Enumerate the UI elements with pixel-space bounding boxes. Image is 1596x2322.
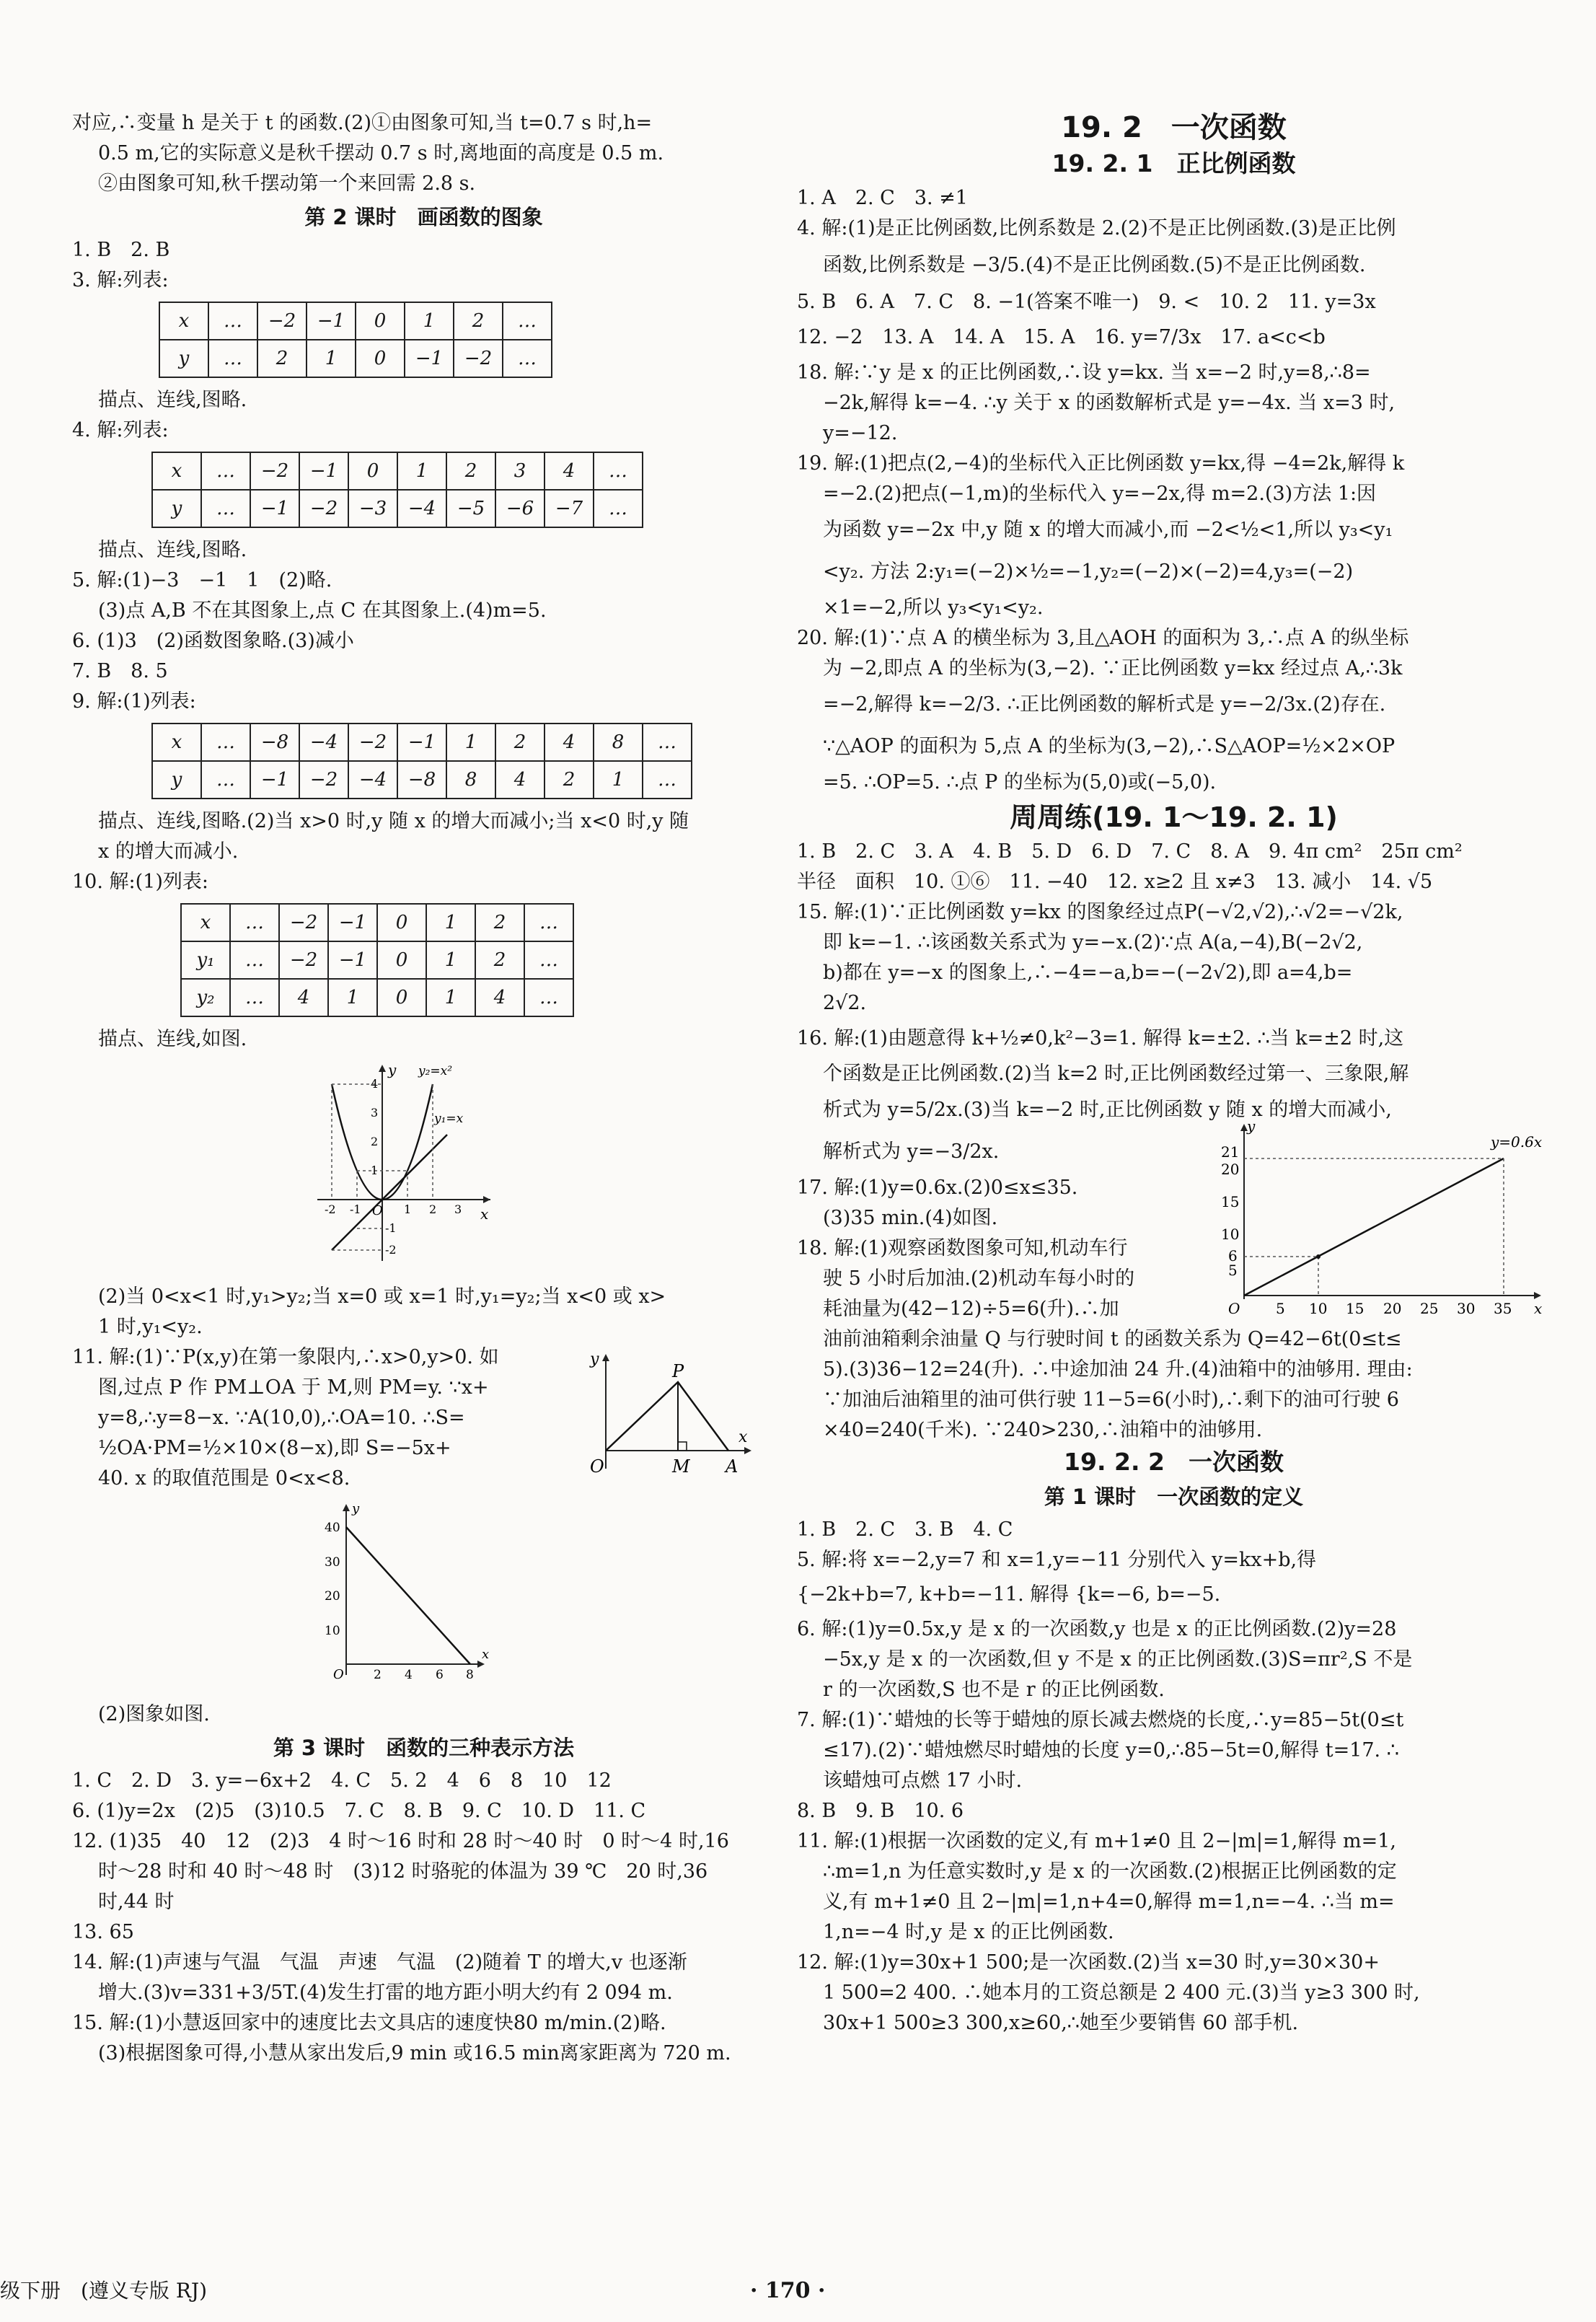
table-cell: … [208, 302, 257, 340]
right-column [797, 108, 1551, 2039]
table-cell: 1 [328, 979, 377, 1016]
curve-label-y1: y₁=x [434, 1112, 464, 1126]
answer-line: 5. 解:将 x=−2,y=7 和 x=1,y=−11 分别代入 y=kx+b,得 [797, 1549, 1317, 1571]
answer-line: =−2.(2)把点(−1,m)的坐标代入 y=−2x,得 m=2.(3)方法 1:因 [823, 483, 1377, 505]
answer-line: 20. 解:(1)∵点 A 的横坐标为 3,且△AOH 的面积为 3,∴点 A 的纵坐标 [797, 627, 1409, 649]
x-tick-labels [325, 1202, 462, 1216]
value-table [180, 903, 574, 1017]
y-label: y [1247, 1117, 1256, 1135]
tick: 2 [429, 1202, 437, 1216]
table-row [181, 941, 573, 979]
table-cell: −4 [397, 490, 446, 527]
answer-line: 30x+1 500≥3 300,x≥60,∴她至少要销售 60 部手机. [823, 2012, 1299, 2034]
text-line: 对应,∴变量 h 是关于 t 的函数.(2)①由图象可知,当 t=0.7 s 时,h= [72, 112, 653, 134]
answer-line: 5. B 6. A 7. C 8. −1(答案不唯一) 9. < 10. 2 11. y=3x [797, 291, 1376, 313]
answer-line: 为函数 y=−2x 中,y 随 x 的增大而减小,而 −2<½<1,所以 y₃<y₁ [823, 519, 1393, 541]
table-cell: 1 [426, 904, 475, 941]
table-cell: 0 [356, 340, 405, 377]
answer-line: 3. 解:列表: [72, 269, 169, 291]
answer-line: 2√2. [823, 992, 867, 1014]
answer-line: −2k,解得 k=−4. ∴y 关于 x 的函数解析式是 y=−4x. 当 x=3 时, [823, 392, 1396, 414]
answer-line: 1. B 2. C 3. B 4. C [797, 1518, 1013, 1541]
answer-line: 1. B 2. B [72, 239, 170, 261]
table-cell: 2 [446, 452, 495, 490]
answer-line: (3)35 min.(4)如图. [823, 1207, 998, 1229]
answer-line: 40. x 的取值范围是 0<x<8. [98, 1467, 350, 1490]
tick: 1 [404, 1202, 412, 1216]
table-cell: −8 [397, 761, 446, 799]
tick: 40 [325, 1521, 340, 1535]
s-line [346, 1527, 470, 1664]
answer-line: 19. 解:(1)把点(2,−4)的坐标代入正比例函数 y=kx,得 −4=2k,解得 k [797, 452, 1405, 475]
table-cell: −2 [250, 452, 299, 490]
table-cell: … [643, 761, 692, 799]
answer-line: 6. 解:(1)y=0.5x,y 是 x 的一次函数,y 也是 x 的正比例函数.(2)y=28 [797, 1618, 1397, 1640]
table-cell: 0 [377, 904, 426, 941]
answer-line: 1 500=2 400. ∴她本月的工资总额是 2 400 元.(3)当 y≥3 300 时, [823, 1982, 1420, 2004]
table-cell: 4 [495, 761, 545, 799]
text-line: ②由图象可知,秋千摆动第一个来回需 2.8 s. [98, 172, 476, 195]
answer-line: 18. 解:(1)观察函数图象可知,机动车行 [797, 1237, 1128, 1259]
table-cell: −2 [279, 941, 328, 979]
answer-line: 个函数是正比例函数.(2)当 k=2 时,正比例函数经过第一、三象限,解 [823, 1063, 1409, 1085]
table-cell: 0 [356, 302, 405, 340]
answer-line: 9. 解:(1)列表: [72, 690, 196, 713]
answer-line: r 的一次函数,S 也不是 r 的正比例函数. [823, 1679, 1165, 1701]
answer-line: 解析式为 y=−3/2x. [823, 1140, 1000, 1163]
answer-line: ≤17).(2)∵蜡烛燃尽时蜡烛的长度 y=0,∴85−5t=0,解得 t=17. ∴ [823, 1739, 1399, 1762]
x-arrow [1534, 1292, 1541, 1299]
table-cell: −1 [307, 302, 356, 340]
y-arrow [343, 1504, 350, 1511]
answer-line: <y₂. 方法 2:y₁=(−2)×½=−1,y₂=(−2)×(−2)=4,y₃=(−2) [823, 560, 1354, 583]
table-cell: … [201, 452, 250, 490]
answer-line: 1,n=−4 时,y 是 x 的正比例函数. [823, 1921, 1114, 1943]
answer-line: 义,有 m+1≠0 且 2−|m|=1,n+4=0,解得 m=1,n=−4. ∴当 m= [823, 1891, 1395, 1913]
subsection-title: 19. 2. 1 正比例函数 [1051, 149, 1296, 177]
table-cell: −2 [299, 761, 348, 799]
subsection-title: 19. 2. 2 一次函数 [1064, 1448, 1284, 1476]
answer-line: 析式为 y=5/2x.(3)当 k=−2 时,正比例函数 y 随 x 的增大而减小, [823, 1099, 1392, 1121]
table-cell: … [201, 724, 250, 761]
x-tick-labels [1276, 1300, 1512, 1317]
x-arrow [744, 1447, 751, 1454]
table-cell: … [230, 904, 279, 941]
table-cell: … [201, 761, 250, 799]
table-cell: 1 [594, 761, 643, 799]
table-cell: y₂ [181, 979, 230, 1016]
answer-line: 油前油箱剩余油量 Q 与行驶时间 t 的函数关系为 Q=42−6t(0≤t≤ [823, 1328, 1402, 1350]
answer-line: ½OA·PM=½×10×(8−x),即 S=−5x+ [98, 1437, 451, 1459]
answer-line: 描点、连线,图略.(2)当 x>0 时,y 随 x 的增大而减小;当 x<0 时,y 随 [98, 810, 689, 832]
answer-line: 10. 解:(1)列表: [72, 871, 208, 893]
y-tick-labels [1221, 1143, 1239, 1279]
answer-line: 7. B 8. 5 [72, 660, 168, 682]
answer-line: x 的增大而减小. [98, 840, 239, 863]
table-cell: y [152, 761, 201, 799]
answer-line: 16. 解:(1)由题意得 k+½≠0,k²−3=1. 解得 k=±2. ∴当 k=±2 时,这 [797, 1027, 1404, 1050]
x-label: x [739, 1428, 748, 1446]
right-angle-mark [678, 1442, 687, 1451]
tick: 3 [454, 1202, 462, 1216]
y-arrow [602, 1354, 609, 1361]
y-tick-labels [325, 1521, 340, 1638]
tick: 3 [371, 1106, 379, 1120]
tick: 21 [1221, 1143, 1240, 1161]
answer-line: 5).(3)36−12=24(升). ∴中途加油 24 升.(4)油箱中的油够用. 理由: [823, 1358, 1413, 1381]
answer-line: (3)根据图象可得,小慧从家出发后,9 min 或16.5 min离家距离为 720 m. [98, 2042, 731, 2064]
table-row [159, 302, 552, 340]
table-cell: −6 [495, 490, 545, 527]
tick: 15 [1346, 1300, 1364, 1317]
week-practice-title: 周周练(19. 1～19. 2. 1) [1010, 801, 1338, 833]
table-cell: −8 [250, 724, 299, 761]
table-cell: 4 [475, 979, 524, 1016]
value-table [151, 452, 643, 528]
answer-line: 4. 解:列表: [72, 419, 169, 441]
answer-line: 8. B 9. B 10. 6 [797, 1800, 964, 1822]
answer-line: 12. (1)35 40 12 (2)3 4 时～16 时和 28 时～40 时 0 时～4 时,16 [72, 1830, 729, 1852]
answer-line: 17. 解:(1)y=0.6x.(2)0≤x≤35. [797, 1177, 1078, 1199]
table-cell: −4 [348, 761, 397, 799]
tick: 2 [371, 1135, 379, 1148]
answer-line: 4. 解:(1)是正比例函数,比例系数是 2.(2)不是正比例函数.(3)是正比例 [797, 217, 1396, 239]
tick: -2 [385, 1243, 397, 1257]
table-cell: x [152, 452, 201, 490]
table-cell: … [524, 941, 573, 979]
table-cell: 0 [377, 941, 426, 979]
table-cell: −1 [250, 761, 299, 799]
table-cell: −1 [299, 452, 348, 490]
answer-line: 15. 解:(1)小慧返回家中的速度比去文具店的速度快80 m/min.(2)略. [72, 2012, 666, 2034]
table-cell: … [524, 904, 573, 941]
answer-line: y=8,∴y=8−x. ∵A(10,0),∴OA=10. ∴S= [98, 1407, 465, 1429]
table-cell: −7 [545, 490, 594, 527]
answer-line: 驶 5 小时后加油.(2)机动车每小时的 [823, 1267, 1135, 1290]
table-cell: 0 [348, 452, 397, 490]
lesson-title: 第 2 课时 画函数的图象 [304, 205, 543, 229]
tick: 2 [374, 1668, 382, 1682]
answer-line: 6. (1)3 (2)函数图象略.(3)减小 [72, 630, 354, 652]
table-cell: −2 [279, 904, 328, 941]
triangle-figure [584, 1342, 757, 1487]
table-cell: … [201, 490, 250, 527]
point-10-6 [1316, 1254, 1321, 1259]
table-cell: −1 [250, 490, 299, 527]
answer-line: 时～28 时和 40 时～48 时 (3)12 时骆驼的体温为 39 ℃ 20 时,36 [98, 1860, 708, 1883]
x-label: x [480, 1205, 489, 1223]
answer-line: 1 时,y₁<y₂. [98, 1316, 203, 1338]
origin-label: O [372, 1203, 383, 1218]
x-label: x [1534, 1300, 1543, 1317]
table-cell: 2 [475, 941, 524, 979]
table-cell: −1 [328, 904, 377, 941]
tick: 20 [1383, 1300, 1402, 1317]
answer-line: 1. B 2. C 3. A 4. B 5. D 6. D 7. C 8. A 9. 4π cm² 25π cm² [797, 840, 1463, 863]
table-cell: x [181, 904, 230, 941]
table-cell: 1 [397, 452, 446, 490]
tick: 20 [325, 1589, 340, 1604]
table-row [181, 979, 573, 1016]
y-arrow [379, 1065, 386, 1072]
answer-line: 描点、连线,如图. [98, 1028, 247, 1050]
table-cell: 8 [446, 761, 495, 799]
table-cell: 2 [495, 724, 545, 761]
answer-line: 11. 解:(1)∵P(x,y)在第一象限内,∴x>0,y>0. 如 [72, 1346, 499, 1368]
tick: 10 [1309, 1300, 1328, 1317]
x-arrow [483, 1196, 490, 1203]
table-cell: 4 [545, 724, 594, 761]
point-a-label: A [726, 1456, 739, 1477]
tick: -1 [385, 1221, 397, 1235]
q11-block [72, 1342, 775, 1494]
triangle-sides [606, 1382, 728, 1451]
table-cell: −1 [397, 724, 446, 761]
table-cell: 2 [257, 340, 307, 377]
table-cell: −1 [328, 941, 377, 979]
table-cell: 8 [594, 724, 643, 761]
table-cell: −5 [446, 490, 495, 527]
answer-line: 13. 65 [72, 1921, 134, 1943]
table-cell: −2 [257, 302, 307, 340]
lesson-title: 第 3 课时 函数的三种表示方法 [273, 1736, 575, 1760]
answer-line: 15. 解:(1)∵正比例函数 y=kx 的图象经过点P(−√2,√2),∴√2=−√2k, [797, 901, 1403, 923]
table-cell: … [643, 724, 692, 761]
table-cell: 2 [454, 302, 503, 340]
value-table [151, 723, 692, 799]
answer-line: 时,44 时 [98, 1891, 175, 1913]
table-cell: −3 [348, 490, 397, 527]
answer-line: ×40=240(千米). ∵240>230,∴油箱中的油够用. [823, 1419, 1263, 1441]
x-label: x [482, 1647, 490, 1662]
section-title: 19. 2 一次函数 [1061, 111, 1287, 144]
answer-line: 12. −2 13. A 14. A 15. A 16. y=7/3x 17. a<c<b [797, 326, 1326, 348]
answer-line: 1. A 2. C 3. ≠1 [797, 187, 968, 209]
answer-line: 7. 解:(1)∵蜡烛的长等于蜡烛的原长减去燃烧的长度,∴y=85−5t(0≤t [797, 1709, 1404, 1731]
tick: 5 [1228, 1262, 1238, 1279]
table-cell: −2 [348, 724, 397, 761]
parabola-svg [310, 1059, 505, 1268]
lesson-title: 第 1 课时 一次函数的定义 [1044, 1485, 1304, 1509]
answer-line: 耗油量为(42−12)÷5=6(升).∴加 [823, 1298, 1119, 1320]
answer-line: ∵加油后油箱里的油可供行驶 11−5=6(小时),∴剩下的油可行驶 6 [823, 1389, 1399, 1411]
answer-line: (3)点 A,B 不在其图象上,点 C 在其图象上.(4)m=5. [98, 599, 547, 622]
answer-line: 描点、连线,图略. [98, 539, 247, 561]
y-label: y [352, 1501, 360, 1516]
table-cell: … [503, 340, 552, 377]
table-cell: y [159, 340, 208, 377]
table-cell: … [524, 979, 573, 1016]
tick: 1 [371, 1164, 379, 1177]
table-cell: y₁ [181, 941, 230, 979]
answer-line: {−2k+b=7, k+b=−11. 解得 {k=−6, b=−5. [797, 1583, 1221, 1606]
tick: -1 [350, 1202, 361, 1216]
answer-line: 半径 面积 10. ①⑥ 11. −40 12. x≥2 且 x≠3 13. 减小 14. √5 [797, 871, 1433, 893]
answer-line: 为 −2,即点 A 的坐标为(3,−2). ∵正比例函数 y=kx 经过点 A,∴3k [823, 657, 1403, 680]
y-0.6x-line [1244, 1158, 1504, 1296]
table-cell: 2 [475, 904, 524, 941]
answer-line: −5x,y 是 x 的一次函数,但 y 不是 x 的正比例函数.(3)S=πr²,S 不是 [823, 1648, 1413, 1671]
table-row [152, 761, 692, 799]
table-cell: 1 [446, 724, 495, 761]
answer-line: 该蜡烛可点燃 17 小时. [823, 1769, 1023, 1792]
parabola-graph [310, 1059, 775, 1277]
tick: 20 [1221, 1161, 1240, 1178]
answer-line: 6. (1)y=2x (2)5 (3)10.5 7. C 8. B 9. C 10. D 11. C [72, 1800, 646, 1822]
origin-label: O [1228, 1300, 1240, 1317]
table-cell: −2 [454, 340, 503, 377]
table-cell: 1 [405, 302, 454, 340]
answer-line: 函数,比例系数是 −3/5.(4)不是正比例函数.(5)不是正比例函数. [823, 254, 1366, 276]
tick: 8 [466, 1668, 474, 1682]
text-line: 0.5 m,它的实际意义是秋千摆动 0.7 s 时,离地面的高度是 0.5 m. [98, 142, 664, 164]
tick: 30 [1457, 1300, 1476, 1317]
table-cell: … [503, 302, 552, 340]
tick: 6 [1228, 1247, 1238, 1265]
origin-label: O [333, 1667, 344, 1682]
tick: 35 [1494, 1300, 1512, 1317]
tick: 10 [1221, 1226, 1240, 1243]
answer-line: 12. 解:(1)y=30x+1 500;是一次函数.(2)当 x=30 时,y=30×30+ [797, 1951, 1380, 1974]
line-label: y=0.6x [1491, 1133, 1543, 1151]
table-cell: −1 [405, 340, 454, 377]
table-cell: −4 [299, 724, 348, 761]
table-cell: 0 [377, 979, 426, 1016]
x-tick-labels [374, 1668, 474, 1682]
y-tick-labels [371, 1077, 397, 1257]
table-cell: … [230, 979, 279, 1016]
answer-line: (2)当 0<x<1 时,y₁>y₂;当 x=0 或 x=1 时,y₁=y₂;当 x<0 或 x> [98, 1285, 666, 1308]
curve-label-y2: y₂=x² [418, 1064, 453, 1078]
answer-line: 11. 解:(1)根据一次函数的定义,有 m+1≠0 且 2−|m|=1,解得 m=1, [797, 1830, 1396, 1852]
answer-line: (2)图象如图. [98, 1703, 210, 1725]
table-cell: … [594, 452, 643, 490]
table-cell: x [152, 724, 201, 761]
table-cell: … [594, 490, 643, 527]
origin-label: O [590, 1456, 604, 1477]
value-table [159, 302, 552, 378]
answer-line: 增大.(3)v=331+3/5T.(4)发生打雷的地方距小明大约有 2 094 m. [98, 1982, 673, 2004]
answer-line: 描点、连线,图略. [98, 389, 247, 411]
answer-line: =−2,解得 k=−2/3. ∴正比例函数的解析式是 y=−2/3x.(2)存在. [823, 693, 1386, 716]
tick: 5 [1276, 1300, 1285, 1317]
table-cell: y [152, 490, 201, 527]
table-cell: 4 [279, 979, 328, 1016]
table-row [159, 340, 552, 377]
table-cell: 4 [545, 452, 594, 490]
s-graph [317, 1498, 775, 1695]
answer-line: ∴m=1,n 为任意实数时,y 是 x 的一次函数.(2)根据正比例函数的定 [823, 1860, 1397, 1883]
table-cell: … [208, 340, 257, 377]
page-number: · 170 · [750, 2278, 826, 2303]
tick: 4 [405, 1668, 413, 1682]
table-cell: 1 [307, 340, 356, 377]
answer-line: y=−12. [823, 422, 898, 444]
answer-line: 14. 解:(1)声速与气温 气温 声速 气温 (2)随着 T 的增大,v 也逐渐 [72, 1951, 687, 1974]
q17-18-text [797, 1173, 1201, 1324]
tick: 10 [325, 1624, 340, 1638]
table-row [152, 490, 643, 527]
tick: 4 [371, 1077, 379, 1091]
s-graph-svg [317, 1498, 505, 1686]
tick: 6 [436, 1668, 444, 1682]
answer-line: =5. ∴OP=5. ∴点 P 的坐标为(5,0)或(−5,0). [823, 771, 1217, 793]
point-p-label: P [672, 1361, 684, 1381]
table-row [181, 904, 573, 941]
y-label: y [388, 1061, 397, 1078]
answer-line: 18. 解:∵y 是 x 的正比例函数,∴设 y=kx. 当 x=−2 时,y=8,∴8= [797, 361, 1371, 384]
answer-line: ∵△AOP 的面积为 5,点 A 的坐标为(3,−2),∴S△AOP=½×2×OP [823, 735, 1396, 757]
answer-line: 5. 解:(1)−3 −1 1 (2)略. [72, 569, 332, 592]
q11-text [72, 1342, 570, 1494]
tick: 30 [325, 1555, 340, 1570]
table-cell: 1 [426, 941, 475, 979]
fuel-graph [1201, 1115, 1547, 1324]
answer-line: b)都在 y=−x 的图象上,∴−4=−a,b=−(−2√2),即 a=4,b= [823, 962, 1353, 984]
table-cell: 1 [426, 979, 475, 1016]
tick: 25 [1420, 1300, 1439, 1317]
table-row [152, 452, 643, 490]
tick: -2 [325, 1202, 336, 1216]
table-cell: 3 [495, 452, 545, 490]
table-cell: 2 [545, 761, 594, 799]
answer-line: 1. C 2. D 3. y=−6x+2 4. C 5. 2 4 6 8 10 12 [72, 1769, 612, 1792]
point-m-label: M [672, 1456, 690, 1477]
left-column [72, 108, 775, 2069]
table-cell: … [230, 941, 279, 979]
answer-line: 即 k=−1. ∴该函数关系式为 y=−x.(2)∵点 A(a,−4),B(−2√2, [823, 931, 1363, 954]
table-cell: −2 [299, 490, 348, 527]
table-cell: x [159, 302, 208, 340]
answer-line: ×1=−2,所以 y₃<y₁<y₂. [823, 597, 1044, 619]
tick: 15 [1221, 1193, 1240, 1210]
table-row [152, 724, 692, 761]
answer-line: 图,过点 P 作 PM⊥OA 于 M,则 PM=y. ∵x+ [98, 1376, 489, 1399]
y-label: y [590, 1350, 599, 1368]
footer-book-label: 级下册 (遵义专版 RJ) [0, 2279, 208, 2303]
